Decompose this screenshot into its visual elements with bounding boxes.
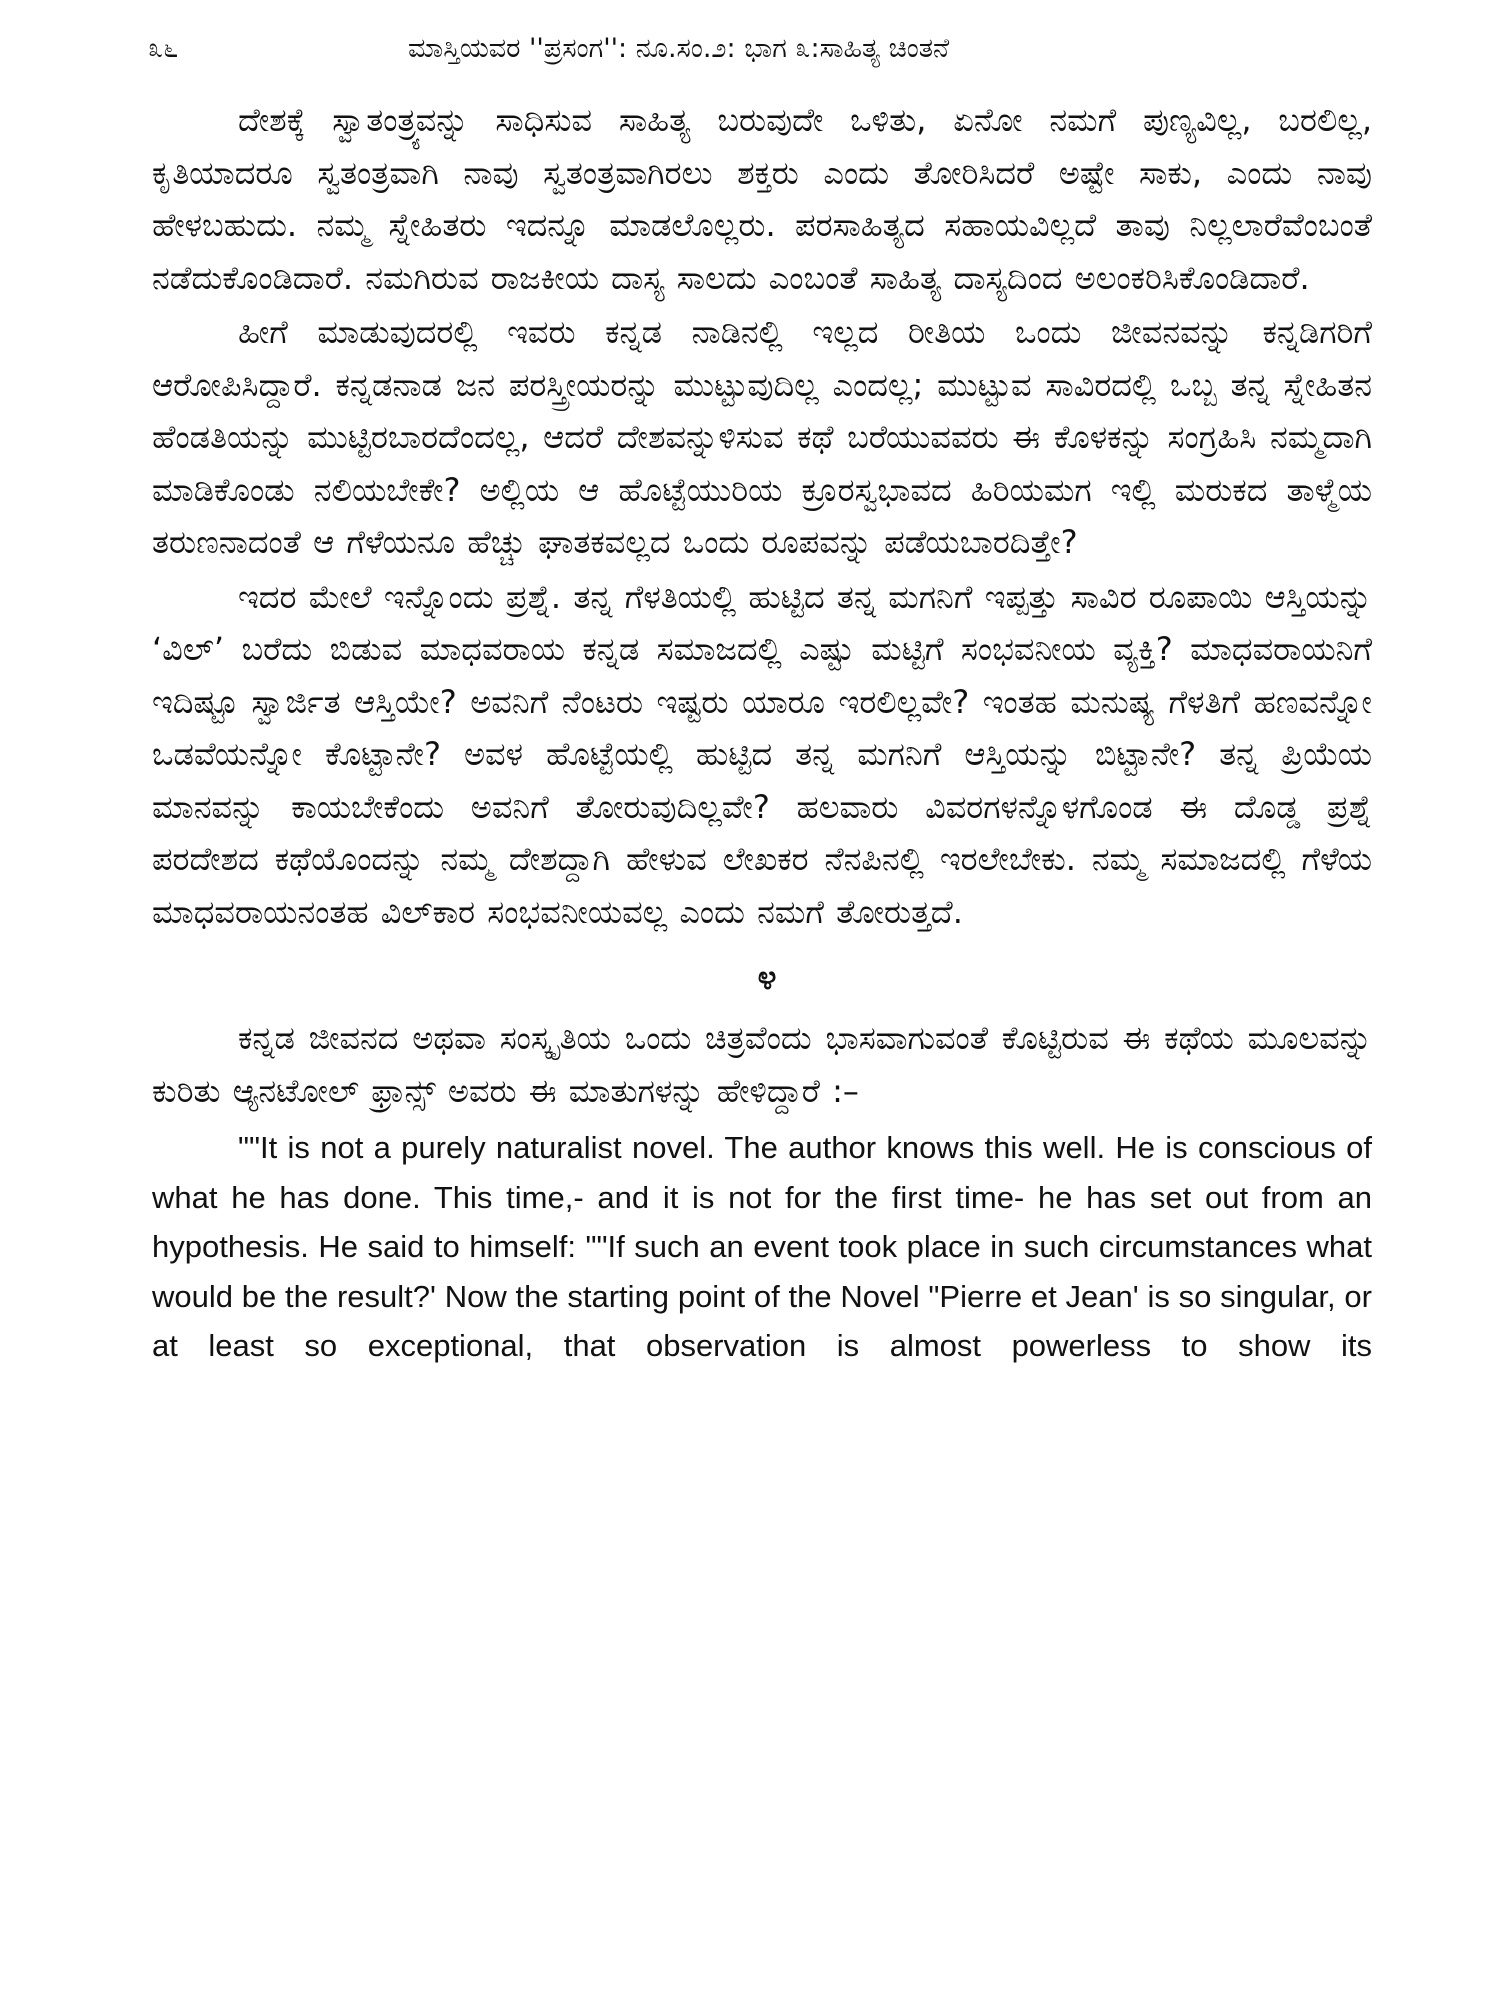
- running-title: ಮಾಸ್ತಿಯವರ ''ಪ್ರಸಂಗ'': ನೂ.ಸಂ.೨: ಭಾಗ ೩:ಸಾಹಿತ್ಯ ಚಿಂತನೆ: [408, 33, 950, 64]
- paragraph-2: ಹೀಗೆ ಮಾಡುವುದರಲ್ಲಿ ಇವರು ಕನ್ನಡ ನಾಡಿನಲ್ಲಿ ಇಲ್ಲದ ರೀತಿಯ ಒಂದು ಜೀವನವನ್ನು ಕನ್ನಡಿಗರಿಗೆ ಆರೋಪಿಸಿದ್ದಾರೆ. ಕನ್ನಡನಾಡ ಜನ ಪರಸ್ತ್ರೀಯರನ್ನು ಮುಟ್ಟುವುದಿಲ್ಲ ಎಂದಲ್ಲ; ಮುಟ್ಟುವ ಸಾವಿರದಲ್ಲಿ ಒಬ್ಬ ತನ್ನ ಸ್ನೇಹಿತನ ಹೆಂಡತಿಯನ್ನು ಮುಟ್ಟಿರಬಾರದೆಂದಲ್ಲ, ಆದರೆ ದೇಶವನ್ನುಳಿಸುವ ಕಥೆ ಬರೆಯುವವರು ಈ ಕೊಳಕನ್ನು ಸಂಗ್ರಹಿಸಿ ನಮ್ಮದಾಗಿ ಮಾಡಿಕೊಂಡು ನಲಿಯಬೇಕೇ? ಅಲ್ಲಿಯ ಆ ಹೊಟ್ಟೆಯುರಿಯ ಕ್ರೂರಸ್ವಭಾವದ ಹಿರಿಯಮಗ ಇಲ್ಲಿ ಮರುಕದ ತಾಳ್ಮೆಯ ತರುಣನಾದಂತೆ ಆ ಗೆಳೆಯನೂ ಹೆಚ್ಚು ಘಾತಕವಲ್ಲದ ಒಂದು ರೂಪವನ್ನು ಪಡೆಯಬಾರದಿತ್ತೇ?: [152, 313, 1372, 561]
- section-divider: [152, 952, 1372, 1004]
- page-number: ೩೬: [148, 33, 179, 64]
- section-number: ೪: [757, 958, 777, 998]
- page-header: [148, 26, 1368, 72]
- paragraph-1: ದೇಶಕ್ಕೆ ಸ್ವಾತಂತ್ರ್ಯವನ್ನು ಸಾಧಿಸುವ ಸಾಹಿತ್ಯ ಬರುವುದೇ ಒಳಿತು, ಏನೋ ನಮಗೆ ಪುಣ್ಯವಿಲ್ಲ, ಬರಲಿಲ್ಲ, ಕೃತಿಯಾದರೂ ಸ್ವತಂತ್ರವಾಗಿ ನಾವು ಸ್ವತಂತ್ರವಾಗಿರಲು ಶಕ್ತರು ಎಂದು ತೋರಿಸಿದರೆ ಅಷ್ಟೇ ಸಾಕು, ಎಂದು ನಾವು ಹೇಳಬಹುದು. ನಮ್ಮ ಸ್ನೇಹಿತರು ಇದನ್ನೂ ಮಾಡಲೊಲ್ಲರು. ಪರಸಾಹಿತ್ಯದ ಸಹಾಯವಿಲ್ಲದೆ ತಾವು ನಿಲ್ಲಲಾರೆವೆಂಬಂತೆ ನಡೆದುಕೊಂಡಿದಾರೆ. ನಮಗಿರುವ ರಾಜಕೀಯ ದಾಸ್ಯ ಸಾಲದು ಎಂಬಂತೆ ಸಾಹಿತ್ಯ ದಾಸ್ಯದಿಂದ ಅಲಂಕರಿಸಿಕೊಂಡಿದಾರೆ.: [152, 101, 1372, 297]
- paragraph-4: ಕನ್ನಡ ಜೀವನದ ಅಥವಾ ಸಂಸ್ಕೃತಿಯ ಒಂದು ಚಿತ್ರವೆಂದು ಭಾಸವಾಗುವಂತೆ ಕೊಟ್ಟಿರುವ ಈ ಕಥೆಯ ಮೂಲವನ್ನು ಕುರಿತು ಆ್ಯನಟೋಲ್ ಫ್ರಾನ್ಸ್ ಅವರು ಈ ಮಾತುಗಳನ್ನು ಹೇಳಿದ್ದಾರೆ :–: [152, 1019, 1372, 1110]
- english-quote: ""It is not a purely naturalist novel. The author knows this well. He is conscious of what he has done. This time,- and it is not for the first time- he has set out from an hypothesis. He said to himself: ""If such an event took place in such circumstances what would be the result?' Now the starting point of the Novel "Pierre et Jean' is so singular, or at least so exceptional, that observation is almost powerless to show its: [152, 1130, 1372, 1363]
- paragraph-3: ಇದರ ಮೇಲೆ ಇನ್ನೊಂದು ಪ್ರಶ್ನೆ. ತನ್ನ ಗೆಳತಿಯಲ್ಲಿ ಹುಟ್ಟಿದ ತನ್ನ ಮಗನಿಗೆ ಇಪ್ಪತ್ತು ಸಾವಿರ ರೂಪಾಯಿ ಆಸ್ತಿಯನ್ನು ‘ವಿಲ್’ ಬರೆದು ಬಿಡುವ ಮಾಧವರಾಯ ಕನ್ನಡ ಸಮಾಜದಲ್ಲಿ ಎಷ್ಟು ಮಟ್ಟಿಗೆ ಸಂಭವನೀಯ ವ್ಯಕ್ತಿ? ಮಾಧವರಾಯನಿಗೆ ಇದಿಷ್ಟೂ ಸ್ವಾರ್ಜಿತ ಆಸ್ತಿಯೇ? ಅವನಿಗೆ ನೆಂಟರು ಇಷ್ಟರು ಯಾರೂ ಇರಲಿಲ್ಲವೇ? ಇಂತಹ ಮನುಷ್ಯ ಗೆಳತಿಗೆ ಹಣವನ್ನೋ ಒಡವೆಯನ್ನೋ ಕೊಟ್ಟಾನೇ? ಅವಳ ಹೊಟ್ಟೆಯಲ್ಲಿ ಹುಟ್ಟಿದ ತನ್ನ ಮಗನಿಗೆ ಆಸ್ತಿಯನ್ನು ಬಿಟ್ಟಾನೇ? ತನ್ನ ಪ್ರಿಯೆಯ ಮಾನವನ್ನು ಕಾಯಬೇಕೆಂದು ಅವನಿಗೆ ತೋರುವುದಿಲ್ಲವೇ? ಹಲವಾರು ವಿವರಗಳನ್ನೊಳಗೊಂಡ ಈ ದೊಡ್ಡ ಪ್ರಶ್ನೆ ಪರದೇಶದ ಕಥೆಯೊಂದನ್ನು ನಮ್ಮ ದೇಶದ್ದಾಗಿ ಹೇಳುವ ಲೇಖಕರ ನೆನಪಿನಲ್ಲಿ ಇರಲೇಬೇಕು. ನಮ್ಮ ಸಮಾಜದಲ್ಲಿ ಗೆಳೆಯ ಮಾಧವರಾಯನಂತಹ ವಿಲ್‌ಕಾರ ಸಂಭವನೀಯವಲ್ಲ ಎಂದು ನಮಗೆ ತೋರುತ್ತದೆ.: [152, 577, 1372, 931]
- body-text: [152, 94, 1372, 1371]
